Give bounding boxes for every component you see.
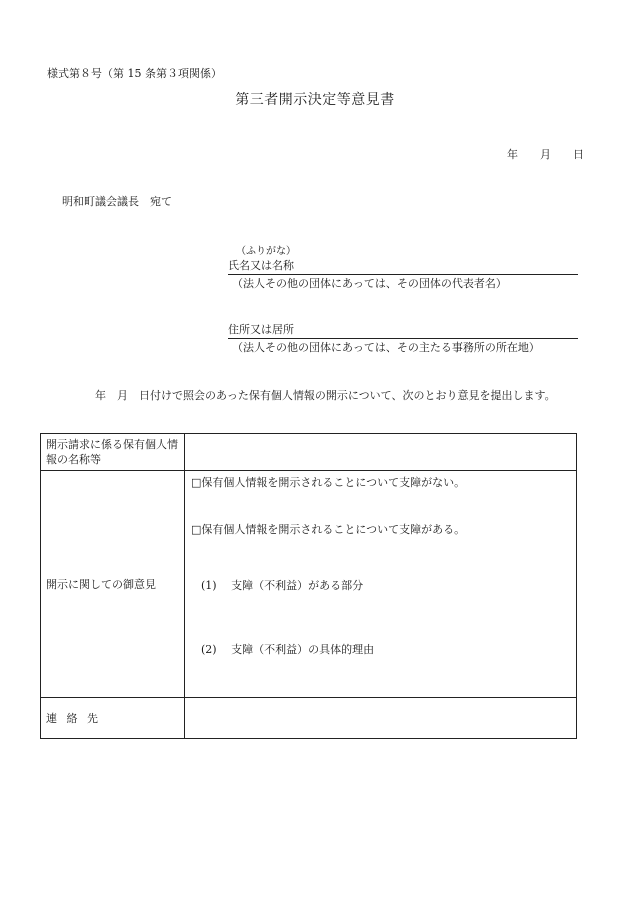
address-field[interactable] bbox=[228, 321, 578, 339]
opinion-label: 開示に関しての御意見 bbox=[41, 471, 185, 698]
date-day: 日 bbox=[573, 148, 584, 161]
request-name-value[interactable] bbox=[185, 434, 577, 471]
table-row bbox=[41, 698, 577, 739]
address-label: 住所又は居所 bbox=[228, 323, 294, 336]
body-text: 年 月 日付けで照会のあった保有個人情報の開示について、次のとおり意見を提出します。 bbox=[95, 389, 556, 402]
table-row bbox=[41, 434, 577, 471]
opinion-value[interactable] bbox=[185, 471, 577, 698]
document-title: 第三者開示決定等意見書 bbox=[235, 92, 395, 108]
contact-label: 連 絡 先 bbox=[41, 698, 185, 739]
date-line bbox=[507, 146, 584, 162]
table-row bbox=[41, 471, 577, 698]
date-month: 月 bbox=[540, 148, 551, 161]
option-objection[interactable]: □保有個人情報を開示されることについて支障がある。 bbox=[191, 523, 466, 536]
date-year: 年 bbox=[507, 148, 518, 161]
objection-part-label: (1) 支障（不利益）がある部分 bbox=[201, 579, 364, 592]
name-note: （法人その他の団体にあっては、その団体の代表者名） bbox=[232, 277, 507, 290]
recipient: 明和町議会議長 宛て bbox=[62, 195, 172, 208]
contact-value[interactable] bbox=[185, 698, 577, 739]
name-field[interactable] bbox=[228, 257, 578, 275]
opinion-table bbox=[40, 433, 577, 739]
option-no-objection[interactable]: □保有個人情報を開示されることについて支障がない。 bbox=[191, 476, 466, 489]
objection-reason-label: (2) 支障（不利益）の具体的理由 bbox=[201, 643, 375, 656]
form-number: 様式第８号（第 15 条第３項関係） bbox=[47, 67, 222, 80]
request-name-label: 開示請求に係る保有個人情報の名称等 bbox=[41, 434, 185, 471]
name-label: 氏名又は名称 bbox=[228, 259, 294, 272]
address-note: （法人その他の団体にあっては、その主たる事務所の所在地） bbox=[232, 341, 540, 354]
furigana-label: （ふりがな） bbox=[236, 246, 296, 257]
